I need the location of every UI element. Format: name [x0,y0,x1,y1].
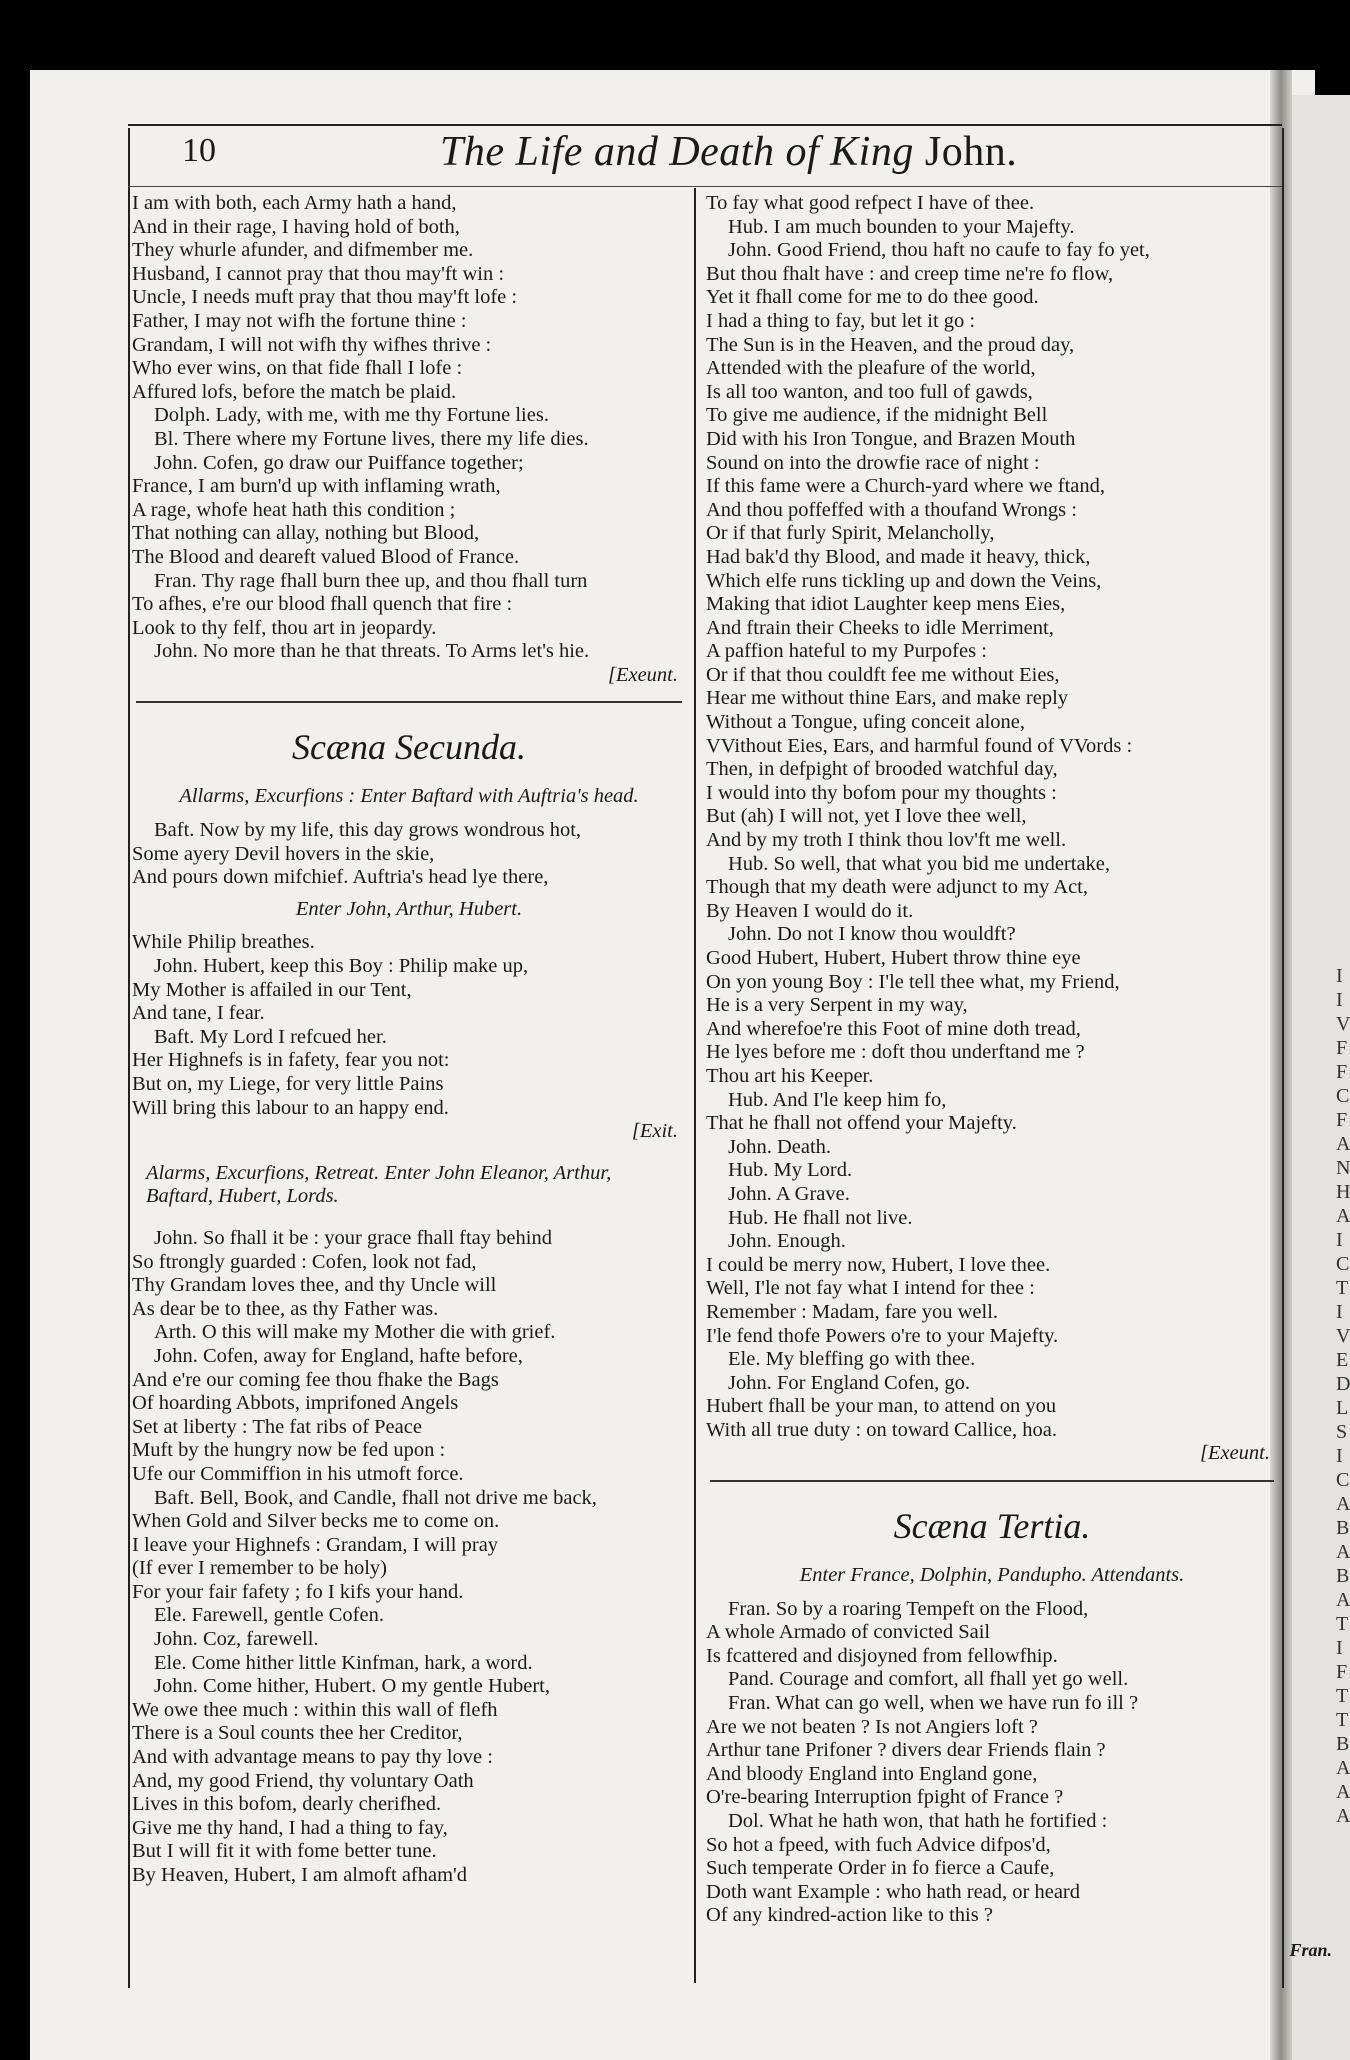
facing-page-letter: A [1336,1493,1350,1515]
frame-top-rule [128,124,1282,126]
verse-line: John. Death. [728,1135,832,1158]
verse-line: Good Hubert, Hubert, Hubert throw thine eye [706,947,1081,969]
facing-page-letter: H [1336,1181,1350,1203]
verse-line: The Blood and deareft valued Blood of France. [132,545,520,568]
spacer [132,1144,686,1162]
verse-line: Lives in this bofom, dearly cherifhed. [132,1793,442,1816]
stage-direction-exeunt: [Exeunt. [607,663,678,686]
scene-rule [136,701,682,703]
facing-page-letter: I [1336,989,1343,1011]
verse-line: My Mother is affailed in our Tent, [132,978,412,1001]
stage-direction-exit: [Exit. [631,1120,678,1143]
verse-line: Dolph. Lady, with me, with me thy Fortune lies. [154,404,549,427]
verse-line: Is fcattered and disjoyned from fellowfhip. [706,1644,1058,1667]
verse-line: Ele. Come hither little Kinfman, hark, a word. [154,1651,533,1674]
verse-line: And, my good Friend, thy voluntary Oath [132,1769,474,1792]
verse-line: So hot a fpeed, with fuch Advice difpos'd, [706,1833,1051,1856]
scene-title: Scæna Tertia. [893,1506,1091,1547]
verse-line: When Gold and Silver becks me to come on. [132,1510,500,1533]
verse-line: Set at liberty : The fat ribs of Peace [132,1415,422,1438]
verse-line: But (ah) I will not, yet I love thee well, [706,805,1027,828]
page-number: 10 [182,132,216,169]
verse-line: Well, I'le not fay what I intend for thee : [706,1277,1035,1300]
left-block-1 [132,192,686,664]
verse-line: I would into thy bofom pour my thoughts : [706,781,1057,804]
verse-line: That he fhall not offend your Majefty. [706,1112,1017,1135]
verse-line: Or if that thou couldft fee me without Eies, [706,663,1060,686]
facing-page-letter: I [1336,965,1343,987]
facing-page-letter: I [1336,1301,1343,1323]
spacer [132,1209,686,1227]
verse-line: Baft. My Lord I refcued her. [154,1025,387,1048]
verse-line: And e're our coming fee thou fhake the Bags [132,1368,499,1391]
right-column [706,192,1278,1928]
verse-line: Did with his Iron Tongue, and Brazen Mouth [706,427,1076,450]
stage-direction-enter: Enter France, Dolphin, Pandupho. Attendants. [799,1564,1185,1587]
verse-line: O're-bearing Interruption fpight of France ? [706,1786,1064,1809]
verse-line: A rage, whofe heat hath this condition ; [132,498,456,521]
verse-line: To give me audience, if the midnight Bell [706,404,1048,427]
verse-line: And pours down mifchief. Auftria's head lye there, [132,866,549,889]
verse-line: On yon young Boy : I'le tell thee what, my Friend, [706,970,1120,993]
verse-line: Look to thy felf, thou art in jeopardy. [132,616,437,639]
verse-line: But I will fit it with fome better tune. [132,1840,437,1863]
running-title [440,128,1017,176]
verse-line: With all true duty : on toward Callice, hoa. [706,1418,1058,1441]
verse-line: By Heaven, Hubert, I am almoft afham'd [132,1864,467,1886]
facing-page-letter: T [1336,1709,1349,1731]
running-title-text: The Life and Death of King [440,129,914,175]
verse-line: But on, my Liege, for very little Pains [132,1073,444,1095]
verse-line: Her Highnefs is in fafety, fear you not: [132,1049,450,1072]
verse-line: I leave your Highnefs : Grandam, I will pray [132,1533,499,1556]
verse-line: Bl. There where my Fortune lives, there my life dies. [154,427,589,450]
verse-line: John. No more than he that threats. To Arms let's hie. [154,640,590,663]
verse-line: Hub. So well, that what you bid me undertake, [728,852,1111,875]
stage-direction-exeunt: [Exeunt. [1199,1442,1270,1465]
facing-page-letter: N [1336,1157,1350,1179]
facing-page-letter: I [1336,1637,1343,1659]
verse-line: And thou poffeffed with a thoufand Wrongs : [706,498,1077,521]
verse-line: John. Hubert, keep this Boy : Philip make up, [154,955,529,978]
verse-line: Or if that furly Spirit, Melancholly, [706,522,995,545]
verse-line: They whurle afunder, and difmember me. [132,239,474,262]
stage-direction-enter: Enter John, Arthur, Hubert. [295,897,523,920]
verse-line: While Philip breathes. [132,931,315,954]
verse-line: Affured lofs, before the match be plaid. [132,380,457,403]
verse-line: Fran. So by a roaring Tempeft on the Flood, [728,1597,1089,1620]
left-block-4 [132,1227,686,1888]
verse-line: He lyes before me : doft thou underftand me ? [706,1041,1085,1064]
verse-line: Will bring this labour to an happy end. [132,1096,449,1119]
facing-page-letter: S [1336,1421,1348,1443]
header-rule [128,186,1282,187]
facing-page-letter: T [1336,1277,1349,1299]
verse-line: Hub. And I'le keep him fo, [728,1088,947,1111]
facing-page-letter: B [1336,1733,1350,1755]
verse-line: Of any kindred-action like to this ? [706,1904,993,1927]
verse-line: Hear me without thine Ears, and make reply [706,687,1069,710]
verse-line: Hub. My Lord. [728,1159,853,1182]
verse-line: I'le fend thofe Powers o're to your Majefty. [706,1324,1059,1347]
verse-line: Ele. My bleffing go with thee. [728,1348,976,1371]
verse-line: And in their rage, I having hold of both, [132,215,460,238]
verse-line: A whole Armado of convicted Sail [706,1621,991,1644]
verse-line: John. Cofen, away for England, hafte before, [154,1344,523,1367]
stage-direction-alarms-cont: Baftard, Hubert, Lords. [146,1185,339,1208]
scene-title: Scæna Secunda. [292,727,526,768]
facing-page-letter: A [1336,1589,1350,1611]
verse-line: That nothing can allay, nothing but Blood, [132,522,480,545]
verse-line: Dol. What he hath won, that hath he fortified : [728,1810,1108,1832]
facing-page-letter: C [1336,1085,1350,1107]
verse-line: Of hoarding Abbots, imprifoned Angels [132,1392,459,1415]
verse-line: Attended with the pleafure of the world, [706,357,1036,380]
verse-line: Ele. Farewell, gentle Cofen. [154,1604,384,1627]
verse-line: John. Enough. [728,1230,846,1253]
verse-line: Is all too wanton, and too full of gawds, [706,380,1033,403]
left-column [132,192,686,1888]
verse-line: Father, I may not wifh the fortune thine : [132,309,467,332]
verse-line: Such temperate Order in fo fierce a Caufe, [706,1857,1055,1880]
verse-line: Baft. Bell, Book, and Candle, fhall not drive me back, [154,1486,597,1509]
facing-page-letter: T [1336,1613,1349,1635]
verse-line: Had bak'd thy Blood, and made it heavy, thick, [706,545,1091,568]
facing-page-letter: T [1336,1685,1349,1707]
verse-line: VVithout Eies, Ears, and harmful found of VVords : [706,734,1133,757]
verse-line: I am with both, each Army hath a hand, [132,192,457,214]
facing-page-letter: L [1336,1397,1349,1419]
verse-line: To fay what good refpect I have of thee. [706,192,1035,214]
verse-line: Without a Tongue, ufing conceit alone, [706,711,1026,734]
facing-page-letter: A [1336,1781,1350,1803]
verse-line: If this fame were a Church-yard where we ftand, [706,475,1105,498]
verse-line: And wherefoe're this Foot of mine doth tread, [706,1017,1081,1040]
verse-line: John. Do not I know thou wouldft? [728,923,1016,946]
column-divider [694,188,696,1983]
verse-line: There is a Soul counts thee her Creditor, [132,1722,463,1745]
catchword: Fran. [1289,1940,1332,1960]
verse-line: Doth want Example : who hath read, or heard [706,1880,1081,1903]
verse-line: Thou art his Keeper. [706,1064,874,1087]
verse-line: Sound on into the drowfie race of night : [706,451,1040,474]
verse-line: Yet it fhall come for me to do thee good. [706,286,1039,309]
facing-page-letter: C [1336,1469,1350,1491]
verse-line: I could be merry now, Hubert, I love thee. [706,1253,1051,1276]
facing-page-edge [1292,95,1350,2060]
left-block-2 [132,819,686,890]
facing-page-letter: F [1336,1109,1348,1131]
facing-page-letter: D [1336,1373,1350,1395]
verse-line: (If ever I remember to be holy) [132,1557,387,1580]
facing-page-letter: E [1336,1349,1349,1371]
facing-page-letter: V [1336,1325,1350,1347]
facing-page-letter: A [1336,1133,1350,1155]
verse-line: Remember : Madam, fare you well. [706,1300,999,1323]
verse-line: The Sun is in the Heaven, and the proud day, [706,333,1075,356]
facing-page-letter: V [1336,1013,1350,1035]
verse-line: We owe thee much : within this wall of flefh [132,1698,498,1721]
facing-page-letter: B [1336,1517,1350,1539]
verse-line: John. Good Friend, thou haft no caufe to fay fo yet, [728,239,1150,262]
verse-line: John. So fhall it be : your grace fhall ftay behind [154,1226,552,1249]
verse-line: By Heaven I would do it. [706,899,914,922]
verse-line: A paffion hateful to my Purpofes : [706,640,987,663]
verse-line: Hubert fhall be your man, to attend on you [706,1395,1057,1418]
right-block-2 [706,1598,1278,1928]
verse-line: Making that idiot Laughter keep mens Eies, [706,593,1066,616]
verse-line: Who ever wins, on that fide fhall I lofe : [132,357,463,380]
verse-line: Arth. O this will make my Mother die with grief. [154,1321,556,1344]
verse-line: To afhes, e're our blood fhall quench that fire : [132,593,513,616]
verse-line: Muft by the hungry now be fed upon : [132,1439,446,1462]
verse-line: And bloody England into England gone, [706,1762,1038,1785]
verse-line: So ftrongly guarded : Cofen, look not fad, [132,1250,477,1273]
verse-line: For your fair fafety ; fo I kifs your hand. [132,1580,464,1603]
scene-rule [710,1480,1274,1482]
facing-page-letter: A [1336,1541,1350,1563]
right-block-1 [706,192,1278,1442]
verse-line: Are we not beaten ? Is not Angiers loft ? [706,1715,1038,1738]
verse-line: And ftrain their Cheeks to idle Merriment, [706,616,1054,639]
facing-page-letter: A [1336,1805,1350,1827]
facing-page-letter: I [1336,1445,1343,1467]
verse-line: Grandam, I will not wifh thy wifhes thrive : [132,333,492,356]
verse-line: But thou fhalt have : and creep time ne're fo flow, [706,262,1114,285]
verse-line: He is a very Serpent in my way, [706,994,968,1017]
verse-line: Husband, I cannot pray that thou may'ft win : [132,262,505,285]
verse-line: John. Coz, farewell. [154,1628,319,1651]
verse-line: John. Come hither, Hubert. O my gentle Hubert, [154,1675,551,1698]
verse-line: Some ayery Devil hovers in the skie, [132,842,435,865]
facing-page-letter: F [1336,1661,1348,1683]
facing-page-letter: A [1336,1205,1350,1227]
verse-line: Which elfe runs tickling up and down the Veins, [706,569,1102,592]
verse-line: John. Cofen, go draw our Puiffance together; [154,451,524,474]
facing-page-letter: I [1336,1229,1343,1251]
verse-line: I had a thing to fay, but let it go : [706,309,976,332]
left-block-3 [132,931,686,1120]
facing-page-letter: C [1336,1253,1350,1275]
verse-line: Hub. I am much bounden to your Majefty. [728,215,1075,238]
facing-page-letter: A [1336,1757,1350,1779]
verse-line: Thy Grandam loves thee, and thy Uncle will [132,1274,497,1297]
verse-line: John. A Grave. [728,1182,850,1205]
running-title-name: John. [924,129,1018,175]
verse-line: France, I am burn'd up with inflaming wrath, [132,475,501,498]
facing-page-letter: F [1336,1061,1348,1083]
verse-line: Uncle, I needs muft pray that thou may'ft lofe : [132,286,518,309]
verse-line: Then, in defpight of brooded watchful day, [706,758,1058,781]
verse-line: Hub. He fhall not live. [728,1206,913,1229]
verse-line: Arthur tane Prifoner ? divers dear Friends flain ? [706,1739,1106,1762]
verse-line: Give me thy hand, I had a thing to fay, [132,1816,448,1839]
facing-page-letter: F [1336,1037,1348,1059]
verse-line: Fran. Thy rage fhall burn thee up, and thou fhall turn [154,569,588,592]
verse-line: Fran. What can go well, when we have run fo ill ? [728,1692,1139,1715]
facing-page-letter: B [1336,1565,1350,1587]
verse-line: John. For England Cofen, go. [728,1371,970,1394]
verse-line: Baft. Now by my life, this day grows wondrous hot, [154,819,582,842]
verse-line: As dear be to thee, as thy Father was. [132,1297,439,1320]
verse-line: And tane, I fear. [132,1002,265,1025]
verse-line: Pand. Courage and comfort, all fhall yet go well. [728,1668,1129,1691]
verse-line: Ufe our Commiffion in his utmoft force. [132,1462,464,1485]
stage-direction-alarms: Alarms, Excurfions, Retreat. Enter John Eleanor, Arthur, [146,1161,612,1184]
stage-direction: Allarms, Excurfions : Enter Baftard with Auftria's head. [179,785,639,808]
verse-line: And with advantage means to pay thy love : [132,1746,493,1769]
verse-line: And by my troth I think thou lov'ft me well. [706,829,1067,852]
verse-line: Though that my death were adjunct to my Act, [706,876,1089,899]
